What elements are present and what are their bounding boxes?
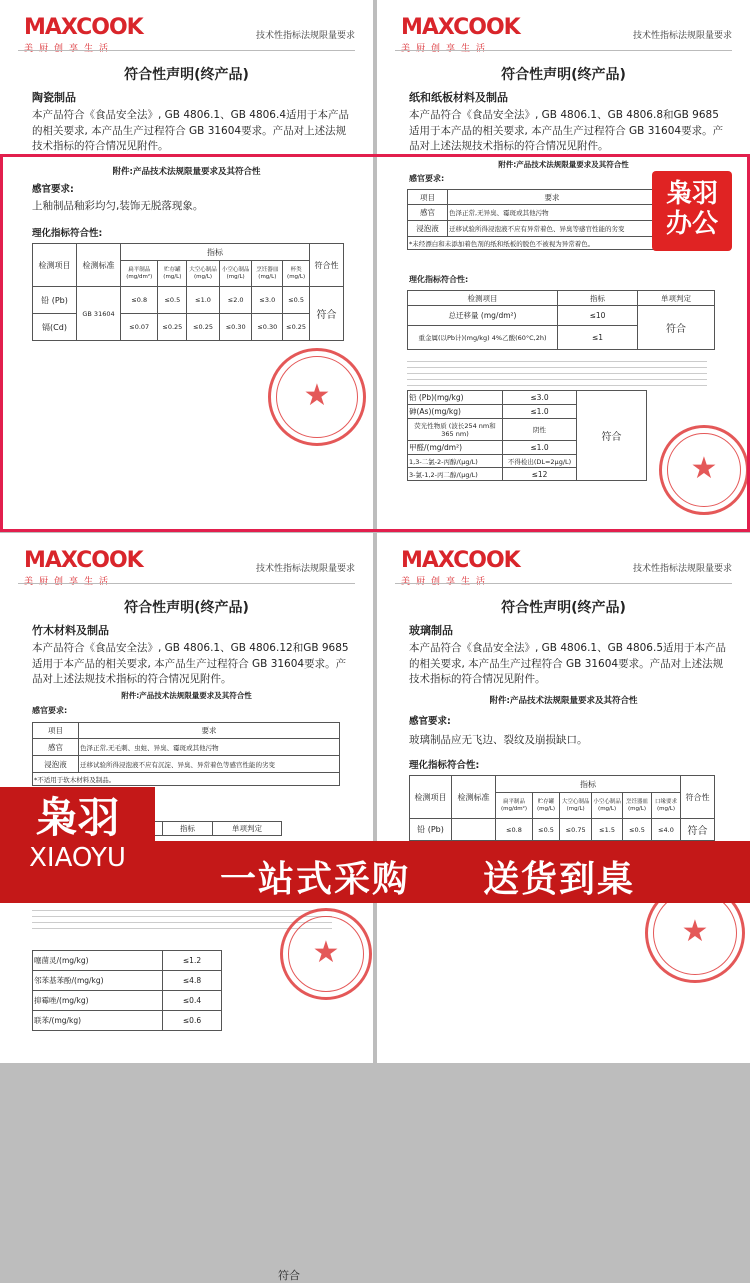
- red-seal-stamp: [268, 348, 366, 446]
- star-icon: ★: [303, 377, 331, 413]
- maxcook-logo: MAXCOOK 美厨创享生活: [401, 548, 520, 587]
- maxcook-logo: MAXCOOK 美厨创享生活: [24, 15, 143, 54]
- section-physchem: 理化指标符合性:: [409, 275, 469, 284]
- physchem-table: 检测项目 检测标准 指标 符合性 扁平制品 (mg/dm²) 贮存罐 (mg/L) 大空心制品 (mg/L) 小空心制品 (mg/L) 烹饪器皿 (mg/L) 杯类 (mg/L) 铅 (Pb) GB 31604 ≤0.8 ≤0.5 ≤1.0 ≤2.0 ≤3.0 ≤0.5 符合 镉(Cd) ≤0.07 ≤0.25 ≤0.25 ≤0.30 ≤0.30 ≤0.25: [32, 243, 344, 341]
- table-row: 甲醛/(mg/dm²) ≤1.0: [408, 441, 647, 455]
- sensory-table: 项目 要求 感官 色泽正常,无毛刺、虫蛀、异臭、霉斑或其他污物 浸泡液 迁移试验所得浸泡液不应有沉淀、异臭、异常着色等感官性能的劣变 *不适用于软木材料及制品。: [32, 722, 340, 786]
- doc-subtitle: 技术性指标法规限量要求: [255, 564, 355, 574]
- declaration-body: 本产品符合《食品安全法》, GB 4806.1、GB 4806.5适用于本产品的相关要求, 本产品生产过程符合 GB 31604要求。产品对上述法规技术指标的符合情况见附件。: [409, 642, 727, 685]
- red-seal-stamp: [659, 425, 749, 515]
- annex-title: 附件:产品技术法规限量要求及其符合性: [121, 691, 252, 700]
- physchem-table-1: 检测项目 指标 单项判定 总迁移量 (mg/dm²) ≤10 符合 重金属(以Pb计)(mg/kg) 4%乙酸(60°C,2h) ≤1: [407, 290, 715, 350]
- red-seal-stamp: [280, 908, 372, 1000]
- table-row: 重金属(以Pb计)(mg/kg) 4%乙酸(60°C,2h) ≤1: [408, 326, 715, 350]
- section-sensory: 感官要求:: [409, 174, 445, 183]
- table-row: 铅 (Pb) GB 31604 ≤0.8 ≤0.5 ≤1.0 ≤2.0 ≤3.0 ≤0.5 符合: [33, 287, 344, 314]
- table-row: 总迁移量 (mg/dm²) ≤10 符合: [408, 306, 715, 326]
- table-row: 1,3-二氯-2-丙醇/(μg/L) 不得检出(DL=2μg/L): [408, 455, 647, 468]
- category: 陶瓷制品: [32, 91, 76, 104]
- section-sensory: 感官要求:: [32, 184, 74, 195]
- category: 玻璃制品: [409, 624, 453, 637]
- table-row: 砷(As)(mg/kg) ≤1.0: [408, 405, 647, 419]
- xiaoyu-logo: 枭羽 XIAOYU: [0, 787, 155, 903]
- physchem-table: [32, 950, 222, 1031]
- doc-title: 符合性声明(终产品): [501, 67, 626, 83]
- doc-subtitle: 技术性指标法规限量要求: [255, 31, 355, 41]
- doc-subtitle: 技术性指标法规限量要求: [632, 31, 732, 41]
- declaration-glass: [377, 533, 750, 1063]
- category: 纸和纸板材料及制品: [409, 91, 508, 104]
- annex-title: 附件:产品技术法规限量要求及其符合性: [112, 167, 261, 177]
- sensory-text: 上釉制品釉彩均匀,装饰无脱落现象。: [32, 200, 204, 212]
- fine-print-notes: [407, 356, 707, 386]
- table-row: 抑霉唑/(mg/kg) ≤0.4: [33, 991, 222, 1011]
- sensory-table: 项目 要求 感官 色泽正常,无异臭、霉斑或其他污物 浸泡液 迁移试验所得浸泡液不应有异常着色、异臭等感官性能的劣变 *未经漂白和未添加着色剂的纸和纸板的脱色不被视为异常着色。: [407, 189, 657, 250]
- declaration-body: 本产品符合《食品安全法》, GB 4806.1、GB 4806.12和GB 9685适用于本产品的相关要求, 本产品生产过程符合 GB 31604要求。产品对上述法规技术指标的符合情况见附件。: [32, 642, 349, 685]
- physchem-table: 检测项目 检测标准 指标 符合性 扁平制品 (mg/dm²) 贮存罐 (mg/L) 大空心制品 (mg/L) 小空心制品 (mg/L) 烹饪器皿 (mg/L) 口缘要求 (mg/L) 铅 (Pb) ≤0.8 ≤0.5 ≤0.75 ≤1.5 ≤0.5 ≤4.0 符合: [409, 775, 715, 841]
- table-row: 镉(Cd) ≤0.07 ≤0.25 ≤0.25 ≤0.30 ≤0.30 ≤0.25: [33, 314, 344, 341]
- star-icon: ★: [681, 913, 709, 949]
- section-sensory: 感官要求:: [32, 706, 68, 715]
- physchem-head: 指标 单项判定: [32, 821, 282, 836]
- section-physchem: 理化指标符合性:: [32, 228, 103, 239]
- category: 竹木材料及制品: [32, 624, 109, 637]
- star-icon: ★: [312, 934, 340, 970]
- table-row: 荧光性物质 (波长254 nm和365 nm) 阴性: [408, 419, 647, 441]
- declaration-paper: [377, 0, 750, 529]
- section-sensory: 感官要求:: [409, 716, 451, 727]
- declaration-body: 本产品符合《食品安全法》, GB 4806.1、GB 4806.4适用于本产品的相关要求, 本产品生产过程符合 GB 31604要求。产品对上述法规技术指标的符合情况见附件。: [32, 109, 350, 152]
- maxcook-logo: MAXCOOK 美厨创享生活: [401, 15, 520, 54]
- table-row: 联苯/(mg/kg) ≤0.6: [33, 1011, 222, 1031]
- table-row: 邻苯基苯酚/(mg/kg) ≤4.8: [33, 971, 222, 991]
- table-row: 3-氯-1,2-丙二醇/(μg/L) ≤12: [408, 468, 647, 481]
- table-row: 铅 (Pb) ≤0.8 ≤0.5 ≤0.75 ≤1.5 ≤0.5 ≤4.0 符合: [410, 819, 715, 841]
- doc-title: 符合性声明(终产品): [501, 600, 626, 616]
- section-physchem: 理化指标符合性:: [409, 760, 480, 771]
- declaration-body: 本产品符合《食品安全法》, GB 4806.1、GB 4806.8和GB 9685适用于本产品的相关要求, 本产品生产过程符合 GB 31604要求。产品对上述法规技术指标的符合情况见附件。: [409, 109, 724, 152]
- table-row: 噻菌灵/(mg/kg) ≤1.2: [33, 951, 222, 971]
- fine-print-notes: [32, 905, 332, 929]
- annex-title: 附件:产品技术法规限量要求及其符合性: [498, 160, 629, 169]
- slogan-delivery: 送货到桌: [483, 859, 636, 900]
- maxcook-logo: MAXCOOK 美厨创享生活: [24, 548, 143, 587]
- doc-subtitle: 技术性指标法规限量要求: [632, 564, 732, 574]
- physchem-table-2: [407, 390, 647, 481]
- doc-title: 符合性声明(终产品): [124, 600, 249, 616]
- sensory-text: 玻璃制品应无飞边、裂纹及崩损缺口。: [409, 734, 588, 746]
- xiaoyu-office-badge: 枭羽 办公: [652, 171, 732, 251]
- table-row: 铅 (Pb)(mg/kg) ≤3.0 符合: [408, 391, 647, 405]
- star-icon: ★: [690, 450, 718, 486]
- annex-title: 附件:产品技术法规限量要求及其符合性: [489, 696, 638, 706]
- doc-title: 符合性声明(终产品): [124, 67, 249, 83]
- declaration-ceramics: [0, 0, 373, 529]
- conformity-mark: 符合: [278, 1269, 300, 1282]
- slogan-one-stop: 一站式采购: [220, 859, 411, 900]
